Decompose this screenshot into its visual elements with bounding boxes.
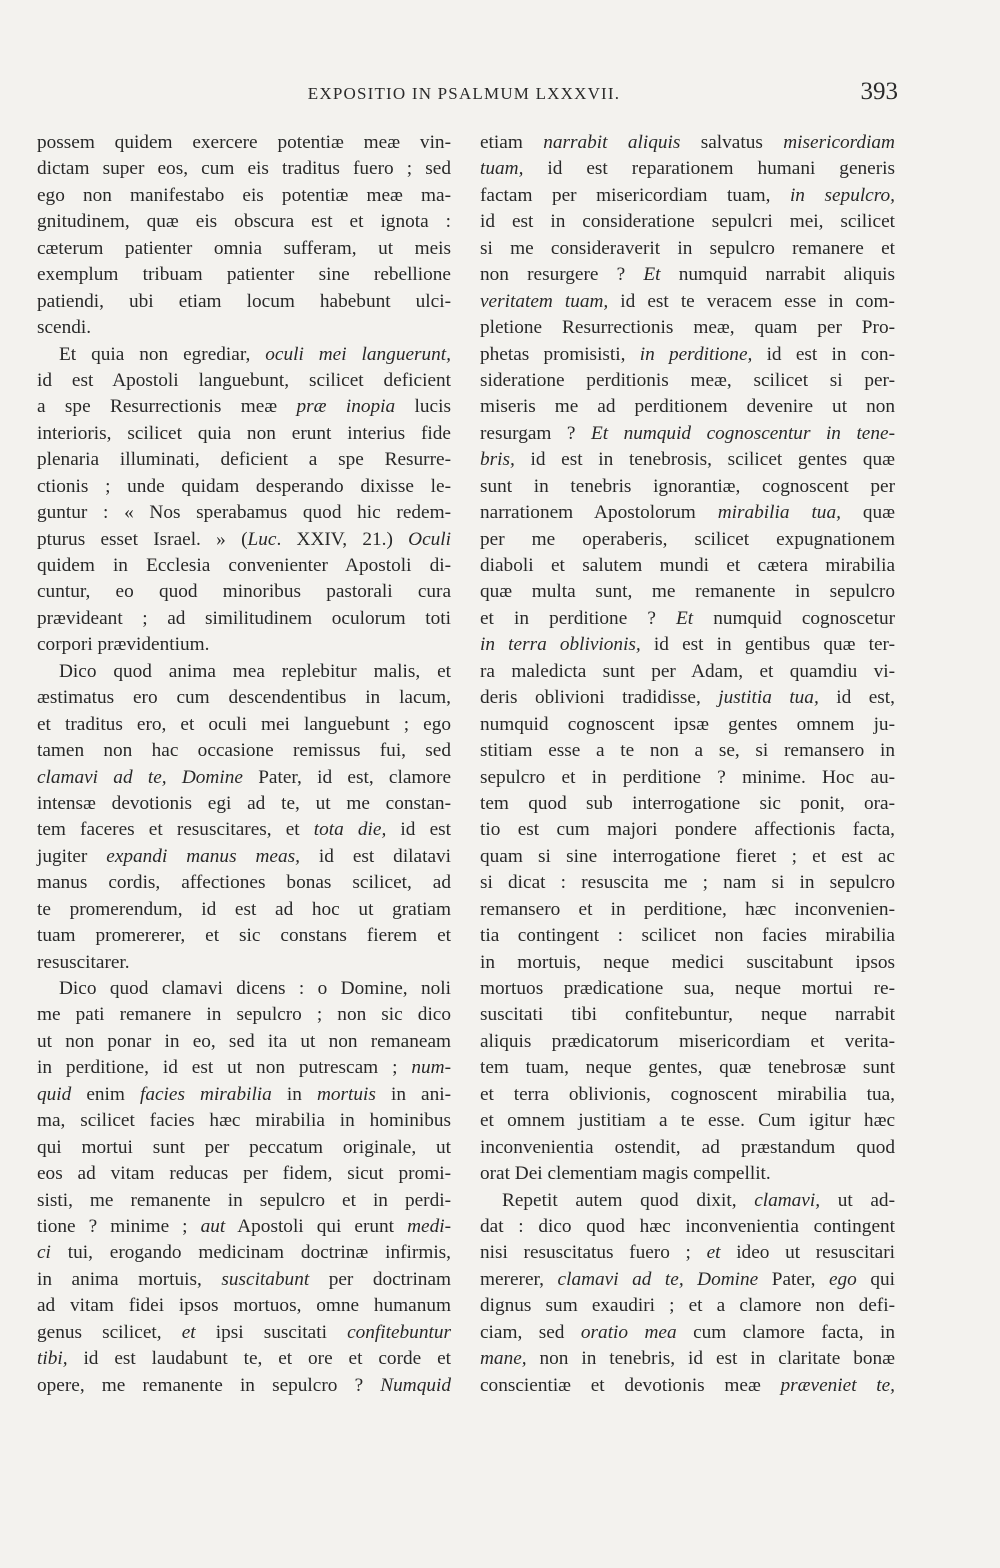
text-run: æstimatus ero cum descendentibus in lacum, (37, 687, 451, 709)
text-line (37, 342, 451, 368)
text-line (37, 659, 451, 685)
italic-run: oculi mei languerunt, (265, 343, 451, 365)
text-run: ra maledicta sunt per Adam, et quamdiu vi- (480, 660, 895, 682)
text-line (37, 500, 451, 526)
text-run: resuscitarer. (37, 951, 130, 973)
text-run: id est (386, 819, 451, 841)
text-line (480, 500, 895, 526)
text-line (37, 421, 451, 447)
text-run: jugiter (37, 845, 107, 867)
text-run: ego non manifestabo eis potentiæ meæ ma- (37, 184, 451, 206)
text-run: Pater, id est, clamore (242, 766, 451, 788)
text-run: tui, erogando medicinam doctrinæ infirmis, (50, 1242, 451, 1264)
text-run: miseris me ad perditionem devenire ut non (480, 396, 895, 418)
text-line (37, 817, 451, 843)
text-run: ctionis ; unde quidam desperando dixisse le- (37, 475, 451, 497)
text-line (480, 1373, 895, 1399)
text-run: interioris, scilicet quia non erunt interius fide (37, 422, 451, 444)
text-run: remansero et in perditione, hæc inconvenien- (480, 898, 895, 920)
text-run: Repetit autem quod dixit, (502, 1189, 755, 1211)
text-run: salvatus (680, 132, 784, 153)
text-run: aliquis prædicatorum misericordiam et verita- (480, 1030, 895, 1052)
text-line (37, 1240, 451, 1266)
text-run: resurgam ? (480, 422, 591, 444)
text-line (37, 315, 451, 341)
text-line (480, 791, 895, 817)
italic-run: mirabilia tua, (717, 502, 841, 524)
italic-run: in terra oblivionis, (480, 634, 641, 656)
text-line (37, 1135, 451, 1161)
text-line (37, 579, 451, 605)
running-title: EXPOSITIO IN PSALMUM LXXXVII. (307, 84, 621, 103)
text-run: quæ (840, 502, 896, 524)
text-line (37, 262, 451, 288)
text-line (480, 606, 895, 632)
text-line (480, 1320, 895, 1346)
italic-run: tuam, (480, 158, 524, 180)
text-line (37, 130, 451, 156)
italic-run: ci (37, 1242, 51, 1264)
text-run: a spe Resurrectionis meæ (37, 396, 297, 418)
text-line (37, 870, 451, 896)
text-line (37, 1108, 451, 1134)
text-line (37, 632, 451, 658)
text-run: eos ad vitam reducas per fidem, sicut promi- (37, 1163, 451, 1185)
text-line (37, 1161, 451, 1187)
text-run: gnitudinem, quæ eis obscura est et ignota : (37, 211, 451, 233)
text-run: id est Apostoli languebunt, scilicet deficient (37, 369, 451, 391)
text-line (480, 976, 895, 1002)
text-line (480, 923, 895, 949)
italic-run: narrabit aliquis (543, 132, 681, 153)
italic-run: tibi, (37, 1348, 68, 1370)
text-run: phetas promisisti, (480, 343, 640, 365)
text-line (480, 209, 895, 235)
text-run: et terra oblivionis, cognoscent mirabilia tua, (480, 1083, 895, 1105)
text-line (37, 791, 451, 817)
text-run: ma, scilicet facies hæc mirabilia in hominibus (37, 1110, 451, 1132)
text-run: dignus sum exaudiri ; et a clamore non defi- (480, 1295, 895, 1317)
italic-run: Oculi (408, 528, 451, 550)
text-run: me pati remanere in sepulcro ; non sic dico (37, 1004, 451, 1026)
italic-run: num- (411, 1057, 451, 1079)
italic-run: confitebuntur (347, 1321, 451, 1343)
text-run: id est dilatavi (299, 845, 451, 867)
italic-run: in perditione, (639, 343, 753, 365)
italic-run: in sepulcro, (789, 184, 895, 206)
text-run: mortuos prædicatione sua, neque mortui re- (480, 978, 895, 999)
text-run: sisti, me remanente in sepulcro et in perdi- (37, 1189, 451, 1211)
page-number: 393 (860, 78, 898, 105)
text-line (37, 156, 451, 182)
text-run: dat : dico quod hæc inconvenientia contingent (480, 1215, 895, 1237)
text-run: tia contingent : scilicet non facies mirabilia (480, 925, 895, 947)
text-line (37, 527, 451, 553)
text-run: in (271, 1083, 317, 1105)
italic-run: medi- (407, 1215, 451, 1237)
text-line (37, 765, 451, 791)
text-line (37, 289, 451, 315)
text-run: cum clamore facta, in (676, 1321, 895, 1343)
text-line (37, 209, 451, 235)
text-run: id est in tenebrosis, scilicet gentes quæ (514, 449, 895, 471)
text-run: id est te veracem esse in com- (608, 290, 895, 312)
text-run: genus scilicet, (37, 1321, 182, 1343)
italic-run: veritatem tuam, (480, 290, 609, 312)
text-run: id est, (818, 687, 895, 709)
text-run: prævideant ; ad similitudinem oculorum toti (37, 607, 451, 629)
italic-run: Numquid (380, 1374, 451, 1396)
text-run: per me operaberis, scilicet expugnationem (480, 528, 895, 550)
text-line (480, 289, 895, 315)
text-run: tem tuam, neque gentes, quæ tenebrosæ sunt (480, 1057, 895, 1079)
text-line (480, 447, 895, 473)
text-run: sepulcro et in perditione ? minime. Hoc au- (480, 766, 895, 788)
text-run: nisi resuscitatus fuero ; (480, 1242, 707, 1264)
text-line (480, 1029, 895, 1055)
text-line (37, 1002, 451, 1028)
text-run: in anima mortuis, (37, 1268, 222, 1290)
text-run: non in tenebris, id est in claritate bonæ (526, 1348, 895, 1370)
text-line (480, 474, 895, 500)
text-line (37, 685, 451, 711)
text-line (37, 1373, 451, 1399)
text-run: enim (71, 1083, 140, 1105)
text-line (480, 1346, 895, 1372)
italic-run: oratio mea (580, 1321, 677, 1343)
text-run: orat Dei clementiam magis compellit. (480, 1163, 771, 1185)
italic-run: clamavi ad te, Domine (37, 766, 243, 788)
text-run: et traditus ero, et oculi mei languebunt ; ego (37, 713, 451, 735)
text-run: inconvenientia ostendit, ad præstandum quod (480, 1136, 895, 1158)
italic-run: misericordiam (783, 132, 895, 153)
text-run: tio est cum majori pondere affectionis facta, (480, 819, 895, 841)
text-run: si me consideraverit in sepulcro remanere et (480, 237, 895, 259)
text-line (480, 368, 895, 394)
text-line (37, 447, 451, 473)
text-line (480, 870, 895, 896)
text-run: qui mortui sunt per peccatum originale, ut (37, 1136, 451, 1158)
text-run: id est reparationem humani generis (523, 158, 895, 180)
text-line (480, 1002, 895, 1028)
text-run: Apostoli qui erunt (225, 1215, 408, 1237)
italic-run: suscitabunt (221, 1268, 310, 1290)
text-run: dictam super eos, cum eis traditus fuero ; sed (37, 158, 451, 180)
text-line (480, 844, 895, 870)
text-run: numquid cognoscetur (693, 607, 896, 629)
text-line (480, 817, 895, 843)
text-line (480, 262, 895, 288)
text-line (480, 156, 895, 182)
text-run: te promerendum, id est ad hoc ut gratiam (37, 898, 451, 920)
text-line (480, 765, 895, 791)
text-line (480, 421, 895, 447)
text-run: plenaria illuminati, deficient a spe Resurre- (37, 449, 451, 471)
text-run: numquid cognoscent ipsæ gentes omnem ju- (480, 713, 895, 735)
text-line (37, 1267, 451, 1293)
text-line (37, 1188, 451, 1214)
text-run: tione ? minime ; (37, 1215, 201, 1237)
right-column (480, 130, 895, 1399)
text-run: numquid narrabit aliquis (660, 264, 895, 286)
italic-run: et (706, 1242, 721, 1264)
text-run: ideo ut resuscitari (720, 1242, 895, 1264)
italic-run: Et (675, 607, 694, 629)
text-line (480, 1293, 895, 1319)
text-line (480, 659, 895, 685)
italic-run: clamavi, (754, 1189, 821, 1211)
text-run: ciam, sed (480, 1321, 581, 1343)
text-run: cæterum patienter omnia sufferam, ut meis (37, 237, 451, 259)
text-run: ut ad- (820, 1189, 895, 1211)
text-run: narrationem Apostolorum (480, 502, 718, 524)
text-run: pletione Resurrectionis meæ, quam per Pro- (480, 317, 895, 339)
text-line (37, 950, 451, 976)
text-run: deris oblivioni tradidisse, (480, 687, 719, 709)
text-line (37, 1293, 451, 1319)
text-run: suscitati tibi confitebuntur, neque narrabit (480, 1004, 895, 1026)
text-run: tem quod sub interrogatione sic ponit, ora- (480, 792, 895, 814)
text-line (480, 950, 895, 976)
text-line (37, 553, 451, 579)
italic-run: mane, (480, 1348, 527, 1370)
text-line (480, 236, 895, 262)
text-run: diaboli et salutem mundi et cætera mirabilia (480, 555, 895, 576)
text-run: exemplum tribuam patienter sine rebellione (37, 264, 451, 286)
text-line (37, 394, 451, 420)
text-line (480, 1240, 895, 1266)
text-line (37, 897, 451, 923)
italic-run: præ inopia (296, 396, 396, 418)
italic-run: Et (643, 264, 661, 286)
text-run: id est in con- (752, 343, 895, 365)
italic-run: clamavi ad te, Domine (557, 1268, 759, 1290)
text-run: tuam promererer, et sic constans fierem et (37, 925, 451, 947)
text-line (480, 738, 895, 764)
italic-run: quid (37, 1083, 72, 1105)
text-line (37, 1029, 451, 1055)
text-run: possem quidem exercere potentiæ meæ vin- (37, 132, 451, 153)
text-run: et in perditione ? (480, 607, 676, 629)
text-line (37, 1214, 451, 1240)
text-run: lucis (395, 396, 451, 418)
text-run: quæ multa sunt, me remanente in sepulcro (480, 581, 895, 603)
text-line (37, 844, 451, 870)
text-run: per doctrinam (309, 1268, 451, 1290)
text-run: corpori prævidentium. (37, 634, 210, 656)
text-run: quidem in Ecclesia convenienter Apostoli di- (37, 555, 451, 576)
text-line (480, 685, 895, 711)
italic-run: præveniet te, (780, 1374, 895, 1396)
text-line (37, 183, 451, 209)
text-run: stitiam esse a te non a se, si remansero in (480, 740, 895, 762)
text-run: manus cordis, affectiones bonas scilicet, ad (37, 872, 451, 894)
text-run: conscientiæ et devotionis meæ (480, 1374, 781, 1396)
text-run: tem faceres et resuscitares, et (37, 819, 314, 841)
text-line (480, 1055, 895, 1081)
text-line (37, 368, 451, 394)
text-run: Pater, (758, 1268, 829, 1290)
text-line (37, 1082, 451, 1108)
text-line (37, 976, 451, 1002)
italic-run: tota die, (313, 819, 387, 841)
text-run: mererer, (480, 1268, 558, 1290)
text-line (37, 1320, 451, 1346)
text-run: in mortuis, neque medici suscitabunt ipsos (480, 951, 895, 973)
text-run: sideratione perditionis meæ, scilicet si per- (480, 369, 895, 391)
text-run: Et quia non egrediar, (59, 343, 266, 365)
text-run: guntur : « Nos sperabamus quod hic redem- (37, 502, 451, 524)
text-run: cuntur, eo quod minoribus pastorali cura (37, 581, 451, 603)
text-line (480, 1108, 895, 1134)
italic-run: Luc (247, 528, 277, 550)
text-run: etiam (480, 132, 544, 153)
text-run: non resurgere ? (480, 264, 644, 286)
text-run: intensæ devotionis egi ad te, ut me constan- (37, 792, 451, 814)
text-line (480, 1082, 895, 1108)
text-run: Dico quod anima mea replebitur malis, et (59, 660, 451, 682)
italic-run: et (181, 1321, 196, 1343)
text-line (480, 1161, 895, 1187)
italic-run: justitia tua, (718, 687, 819, 709)
text-run: in ani- (375, 1083, 452, 1105)
running-head (30, 78, 898, 110)
text-line (37, 1055, 451, 1081)
text-line (480, 1188, 895, 1214)
italic-run: Et numquid cognoscentur in tene- (590, 422, 895, 444)
text-run: in perditione, id est ut non putrescam ; (37, 1057, 412, 1079)
text-run: factam per misericordiam tuam, (480, 184, 790, 206)
italic-run: aut (200, 1215, 226, 1237)
text-run: patiendi, ubi etiam locum habebunt ulci- (37, 290, 451, 312)
text-line (480, 183, 895, 209)
text-line (37, 606, 451, 632)
text-run: qui (856, 1268, 895, 1290)
text-run: opere, me remanente in sepulcro ? (37, 1374, 381, 1396)
text-line (480, 1214, 895, 1240)
text-line (37, 738, 451, 764)
text-line (37, 1346, 451, 1372)
text-line (480, 897, 895, 923)
text-line (37, 923, 451, 949)
text-line (37, 236, 451, 262)
text-line (480, 579, 895, 605)
text-line (480, 1135, 895, 1161)
text-run: ad vitam fidei ipsos mortuos, omne humanum (37, 1295, 451, 1317)
text-run: si dicat : resuscita me ; nam si in sepulcro (480, 872, 895, 894)
text-run: sunt in tenebris ignorantiæ, cognoscent per (480, 475, 895, 497)
text-line (480, 342, 895, 368)
italic-run: ego (828, 1268, 857, 1290)
italic-run: mortuis (316, 1083, 376, 1105)
text-line (480, 553, 895, 579)
text-run: quam si sine interrogatione fieret ; et est ac (480, 845, 895, 867)
text-run: id est in gentibus quæ ter- (640, 634, 896, 656)
text-line (480, 632, 895, 658)
left-column (37, 130, 451, 1399)
text-run: . XXIV, 21.) (276, 528, 409, 550)
text-line (37, 474, 451, 500)
text-run: ipsi suscitati (195, 1321, 348, 1343)
text-line (480, 712, 895, 738)
text-line (480, 130, 895, 156)
text-run: id est laudabunt te, et ore et corde et (67, 1348, 451, 1370)
text-run: id est in consideratione sepulcri mei, scilicet (480, 211, 895, 233)
text-line (480, 527, 895, 553)
italic-run: bris, (480, 449, 515, 471)
text-line (480, 394, 895, 420)
italic-run: expandi manus meas, (106, 845, 300, 867)
text-line (480, 1267, 895, 1293)
text-run: pturus esset Israel. » ( (37, 528, 248, 550)
text-line (480, 315, 895, 341)
text-run: ut non ponar in eo, sed ita ut non remaneam (37, 1030, 451, 1052)
text-run: scendi. (37, 317, 92, 339)
text-run: Dico quod clamavi dicens : o Domine, noli (59, 978, 451, 999)
italic-run: facies mirabilia (139, 1083, 272, 1105)
text-run: tamen non hac occasione remissus fui, sed (37, 740, 451, 762)
text-line (37, 712, 451, 738)
text-run: et omnem justitiam a te esse. Cum igitur hæc (480, 1110, 895, 1132)
